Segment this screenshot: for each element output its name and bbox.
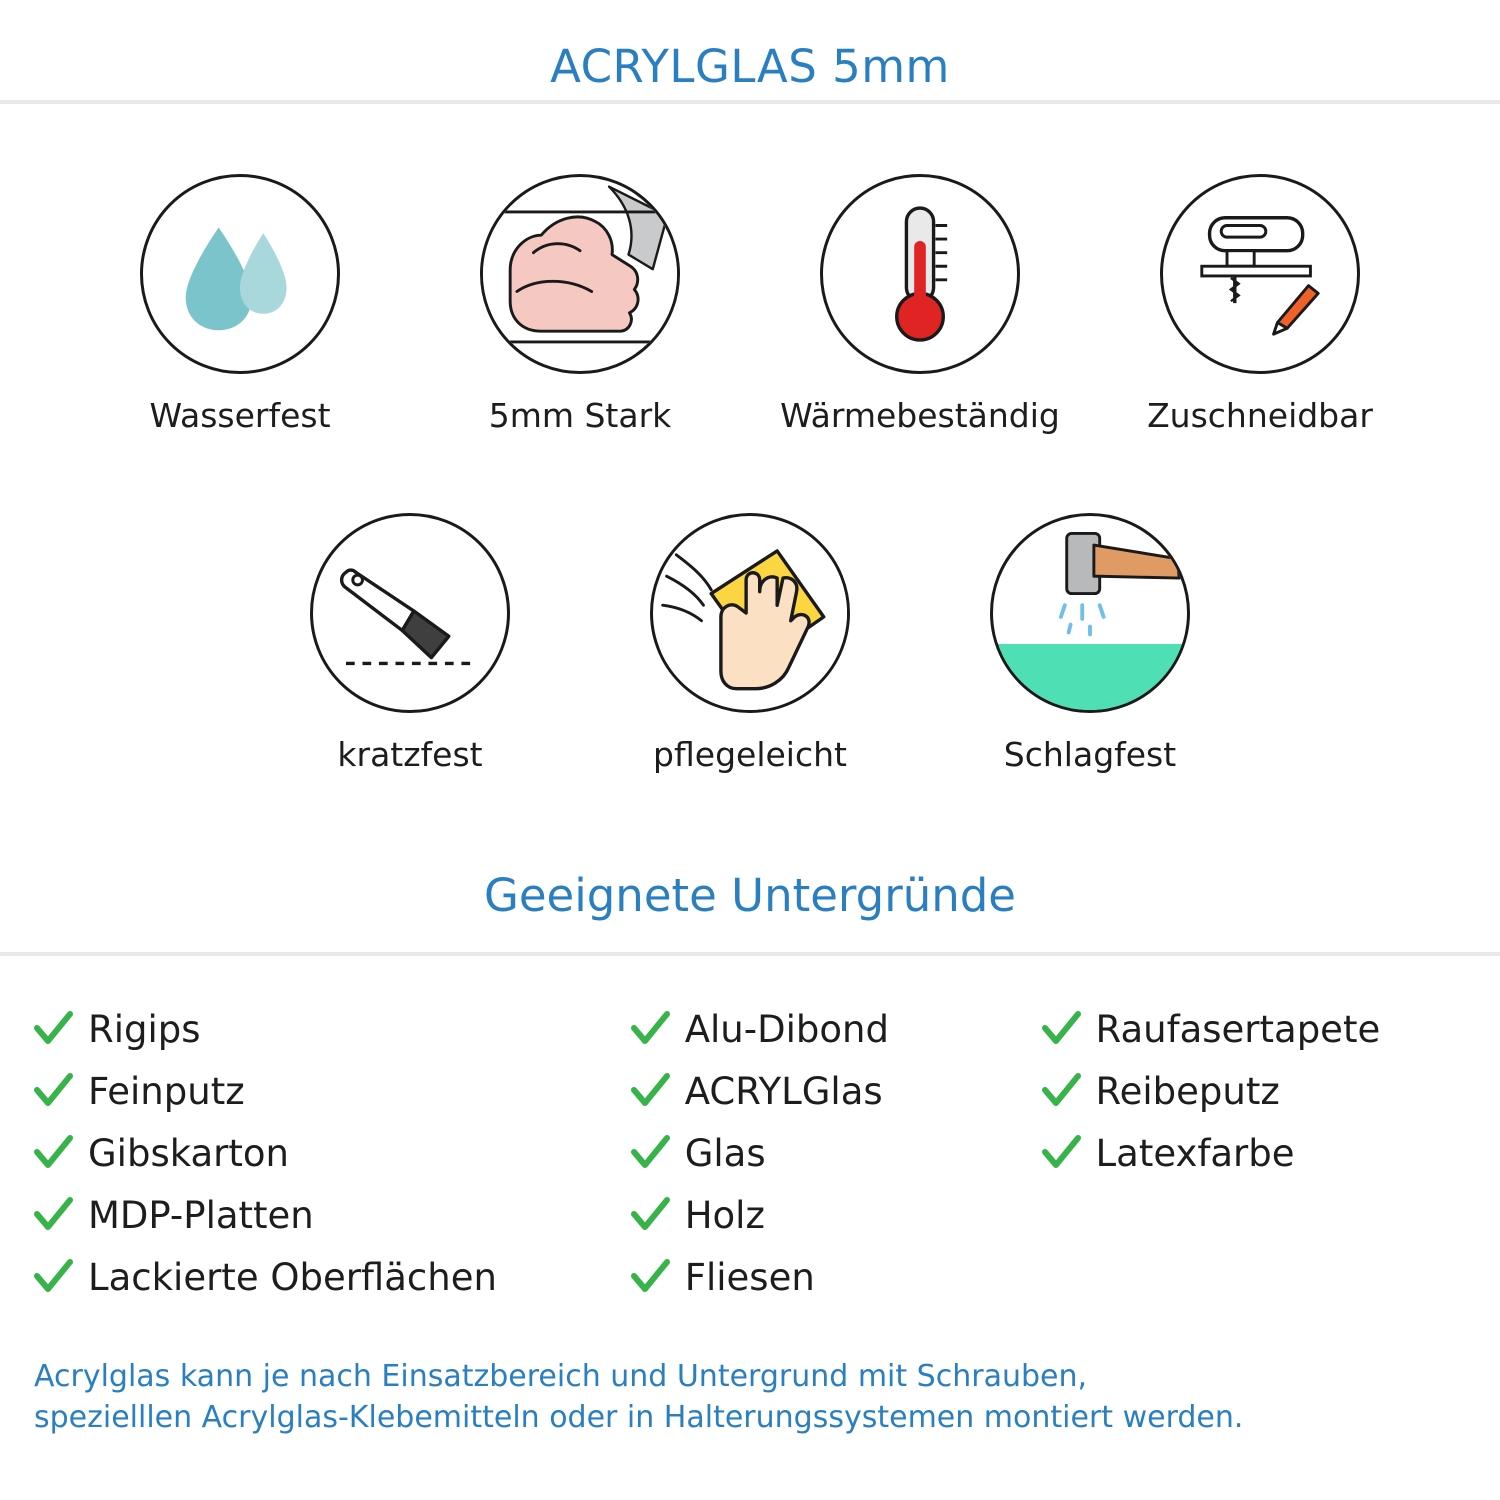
substrate-label: Rigips: [88, 1007, 201, 1051]
feature-row-2: [0, 513, 1500, 774]
feature-5mm-stark: [410, 174, 750, 435]
substrate-label: Reibeputz: [1095, 1069, 1280, 1113]
footnote-line-1: Acrylglas kann je nach Einsatzbereich und Untergrund mit Schrauben,: [34, 1359, 1088, 1394]
footnote: [0, 1308, 1500, 1439]
check-icon: [32, 1132, 74, 1174]
list-item: [629, 1060, 1040, 1122]
feature-kratzfest: [240, 513, 580, 774]
feature-pflegeleicht: [580, 513, 920, 774]
check-icon: [1040, 1070, 1082, 1112]
substrate-label: Raufasertapete: [1095, 1007, 1381, 1051]
list-item: [32, 1184, 629, 1246]
feature-label: pflegeleicht: [653, 735, 847, 774]
feature-row-1: [0, 174, 1500, 435]
feature-zuschneidbar: [1090, 174, 1430, 435]
feature-waermebestaendig: [750, 174, 1090, 435]
feature-grid: [0, 104, 1500, 774]
check-icon: [629, 1132, 671, 1174]
check-icon: [32, 1256, 74, 1298]
feature-label: Wärmebeständig: [780, 396, 1060, 435]
substrate-label: Lackierte Oberflächen: [88, 1255, 497, 1299]
strong-arm-icon: [480, 174, 680, 374]
feature-label: 5mm Stark: [488, 396, 672, 435]
substrates-column-3: [1040, 998, 1468, 1308]
water-drops-icon: [140, 174, 340, 374]
thermometer-icon: [820, 174, 1020, 374]
substrates-column-1: [32, 998, 629, 1308]
list-item: [32, 1060, 629, 1122]
list-item: [629, 1122, 1040, 1184]
jigsaw-cutter-icon: [1160, 174, 1360, 374]
substrate-label: MDP-Platten: [88, 1193, 314, 1237]
feature-label: kratzfest: [337, 735, 483, 774]
feature-wasserfest: [70, 174, 410, 435]
check-icon: [629, 1070, 671, 1112]
substrate-label: Holz: [684, 1193, 765, 1237]
list-item: [629, 998, 1040, 1060]
substrates-list: [0, 956, 1500, 1308]
substrate-label: ACRYLGlas: [684, 1069, 883, 1113]
list-item: [1040, 1122, 1468, 1184]
feature-schlagfest: [920, 513, 1260, 774]
substrate-label: Alu-Dibond: [684, 1007, 889, 1051]
check-icon: [1040, 1008, 1082, 1050]
substrate-label: Gibskarton: [88, 1131, 289, 1175]
substrate-label: Fliesen: [684, 1255, 815, 1299]
check-icon: [32, 1008, 74, 1050]
check-icon: [629, 1008, 671, 1050]
substrate-label: Glas: [684, 1131, 766, 1175]
page-title: ACRYLGLAS 5mm: [550, 40, 950, 93]
substrate-label: Feinputz: [88, 1069, 245, 1113]
footnote-line-2: spezielllen Acrylglas-Klebemitteln oder in Halterungssystemen montiert werden.: [34, 1400, 1244, 1436]
list-item: [629, 1184, 1040, 1246]
check-icon: [629, 1194, 671, 1236]
substrates-column-2: [629, 998, 1040, 1308]
check-icon: [629, 1256, 671, 1298]
list-item: [32, 1246, 629, 1308]
feature-label: Wasserfest: [149, 396, 331, 435]
list-item: [1040, 1060, 1468, 1122]
hammer-impact-icon: [990, 513, 1190, 713]
knife-scratch-icon: [310, 513, 510, 713]
check-icon: [32, 1194, 74, 1236]
check-icon: [1040, 1132, 1082, 1174]
list-item: [629, 1246, 1040, 1308]
feature-label: Schlagfest: [1003, 735, 1177, 774]
list-item: [32, 998, 629, 1060]
substrate-label: Latexfarbe: [1095, 1131, 1295, 1175]
substrates-title: Geeignete Untergründe: [483, 869, 1016, 922]
feature-label: Zuschneidbar: [1147, 396, 1373, 435]
cleaning-hand-cloth-icon: [650, 513, 850, 713]
list-item: [1040, 998, 1468, 1060]
list-item: [32, 1122, 629, 1184]
check-icon: [32, 1070, 74, 1112]
